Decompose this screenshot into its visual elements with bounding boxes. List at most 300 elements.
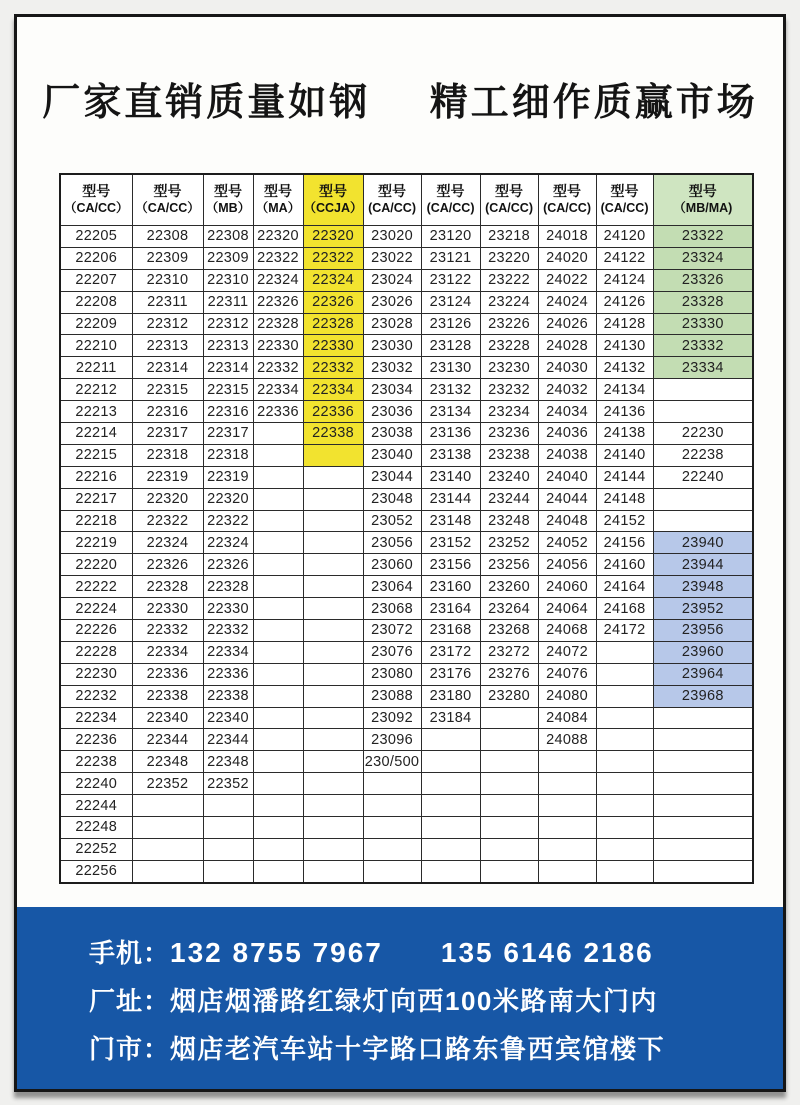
model-cell: 23260 <box>480 576 538 598</box>
model-cell: 22214 <box>60 423 132 445</box>
shop-label: 门市： <box>89 1034 171 1064</box>
table-row <box>60 685 753 707</box>
model-cell <box>363 860 421 882</box>
model-cell: 22320 <box>203 488 253 510</box>
model-cell: 22211 <box>60 357 132 379</box>
model-cell: 22311 <box>203 291 253 313</box>
model-table <box>59 173 754 884</box>
model-cell <box>303 860 363 882</box>
model-cell: 23140 <box>421 466 480 488</box>
model-cell: 23130 <box>421 357 480 379</box>
model-cell: 24128 <box>596 313 653 335</box>
table-row <box>60 795 753 817</box>
model-cell: 22208 <box>60 291 132 313</box>
model-cell: 24028 <box>538 335 596 357</box>
model-cell <box>596 685 653 707</box>
model-cell: 24138 <box>596 423 653 445</box>
model-cell <box>653 838 753 860</box>
model-cell: 24152 <box>596 510 653 532</box>
model-cell: 22336 <box>132 663 203 685</box>
model-cell <box>596 641 653 663</box>
model-cell <box>421 795 480 817</box>
model-cell: 22319 <box>203 466 253 488</box>
model-cell <box>480 773 538 795</box>
model-cell: 24034 <box>538 401 596 423</box>
model-cell <box>253 685 303 707</box>
model-cell: 24064 <box>538 598 596 620</box>
model-cell: 230/500 <box>363 751 421 773</box>
table-row <box>60 751 753 773</box>
table-row <box>60 335 753 357</box>
model-cell <box>480 729 538 751</box>
contact-footer <box>17 907 783 1089</box>
model-cell: 22308 <box>132 226 203 248</box>
model-cell: 22322 <box>253 247 303 269</box>
model-cell <box>653 773 753 795</box>
model-cell: 23334 <box>653 357 753 379</box>
table-body <box>60 226 753 883</box>
model-cell <box>132 817 203 839</box>
model-cell <box>303 663 363 685</box>
model-cell: 22309 <box>132 247 203 269</box>
model-cell: 24060 <box>538 576 596 598</box>
model-cell: 23240 <box>480 466 538 488</box>
column-header: 型号 （CA/CC） <box>132 174 203 226</box>
model-cell <box>253 466 303 488</box>
model-cell <box>303 838 363 860</box>
phone-number-2: 135 6146 2186 <box>440 937 654 968</box>
model-cell: 23160 <box>421 576 480 598</box>
model-cell: 23048 <box>363 488 421 510</box>
model-cell: 23180 <box>421 685 480 707</box>
model-cell: 22234 <box>60 707 132 729</box>
model-cell: 24076 <box>538 663 596 685</box>
model-cell: 22326 <box>203 554 253 576</box>
model-cell: 22334 <box>253 379 303 401</box>
model-cell <box>363 817 421 839</box>
model-cell <box>303 532 363 554</box>
model-cell: 23224 <box>480 291 538 313</box>
model-cell <box>303 510 363 532</box>
model-cell <box>653 379 753 401</box>
model-cell <box>253 795 303 817</box>
model-cell: 24168 <box>596 598 653 620</box>
model-cell: 23121 <box>421 247 480 269</box>
shop-address-row <box>89 1029 783 1066</box>
model-cell: 22314 <box>203 357 253 379</box>
column-header: 型号 （MA） <box>253 174 303 226</box>
column-header: 型号 （CCJA） <box>303 174 363 226</box>
model-cell: 23330 <box>653 313 753 335</box>
model-cell: 22330 <box>203 598 253 620</box>
model-cell <box>363 838 421 860</box>
table-row <box>60 773 753 795</box>
model-cell: 23156 <box>421 554 480 576</box>
model-cell: 22326 <box>253 291 303 313</box>
model-cell: 24044 <box>538 488 596 510</box>
model-cell <box>480 751 538 773</box>
model-cell: 22334 <box>132 641 203 663</box>
column-header: 型号 (CA/CC) <box>538 174 596 226</box>
model-cell: 22218 <box>60 510 132 532</box>
column-header: 型号 (CA/CC) <box>596 174 653 226</box>
model-cell <box>596 773 653 795</box>
table-row <box>60 510 753 532</box>
model-cell: 23964 <box>653 663 753 685</box>
column-header: 型号 （MB） <box>203 174 253 226</box>
model-cell <box>303 817 363 839</box>
page-title <box>17 71 783 126</box>
model-cell: 22309 <box>203 247 253 269</box>
model-cell: 23076 <box>363 641 421 663</box>
model-cell: 22316 <box>203 401 253 423</box>
table-row <box>60 423 753 445</box>
model-cell: 23024 <box>363 269 421 291</box>
model-cell: 23036 <box>363 401 421 423</box>
model-cell: 24052 <box>538 532 596 554</box>
model-cell: 23220 <box>480 247 538 269</box>
table-row <box>60 313 753 335</box>
model-cell: 22205 <box>60 226 132 248</box>
flyer-page <box>14 14 786 1092</box>
model-cell <box>538 860 596 882</box>
model-cell <box>596 751 653 773</box>
model-cell: 23072 <box>363 620 421 642</box>
factory-address: 烟店烟潘路红绿灯向西100米路南大门内 <box>170 986 658 1016</box>
model-cell: 22344 <box>132 729 203 751</box>
model-cell: 23238 <box>480 444 538 466</box>
column-header: 型号 （CA/CC） <box>60 174 132 226</box>
model-cell: 24026 <box>538 313 596 335</box>
table-row <box>60 576 753 598</box>
model-cell <box>653 510 753 532</box>
model-cell: 23268 <box>480 620 538 642</box>
model-cell: 23068 <box>363 598 421 620</box>
model-cell: 22320 <box>132 488 203 510</box>
model-cell: 23032 <box>363 357 421 379</box>
model-cell: 23144 <box>421 488 480 510</box>
model-cell: 24048 <box>538 510 596 532</box>
model-cell: 22330 <box>303 335 363 357</box>
model-cell: 23044 <box>363 466 421 488</box>
model-cell: 23040 <box>363 444 421 466</box>
model-cell: 24140 <box>596 444 653 466</box>
model-cell: 22220 <box>60 554 132 576</box>
model-cell <box>303 554 363 576</box>
model-cell: 24124 <box>596 269 653 291</box>
model-cell: 22240 <box>60 773 132 795</box>
table-row <box>60 641 753 663</box>
model-cell: 24164 <box>596 576 653 598</box>
model-cell: 22326 <box>303 291 363 313</box>
model-cell <box>596 795 653 817</box>
model-cell: 24018 <box>538 226 596 248</box>
model-cell <box>303 773 363 795</box>
model-cell <box>421 838 480 860</box>
model-cell: 22334 <box>303 379 363 401</box>
model-cell <box>303 488 363 510</box>
model-cell <box>596 729 653 751</box>
model-cell: 23060 <box>363 554 421 576</box>
model-cell: 24032 <box>538 379 596 401</box>
model-cell <box>253 707 303 729</box>
model-cell: 24068 <box>538 620 596 642</box>
model-cell: 24036 <box>538 423 596 445</box>
model-cell <box>203 795 253 817</box>
model-cell <box>653 707 753 729</box>
model-cell: 24172 <box>596 620 653 642</box>
model-cell: 22328 <box>203 576 253 598</box>
column-header: 型号 (CA/CC) <box>363 174 421 226</box>
model-cell: 22344 <box>203 729 253 751</box>
model-cell: 23088 <box>363 685 421 707</box>
model-cell: 22314 <box>132 357 203 379</box>
model-cell: 22320 <box>253 226 303 248</box>
model-cell: 24040 <box>538 466 596 488</box>
model-cell: 23184 <box>421 707 480 729</box>
shop-address: 烟店老汽车站十字路口路东鲁西宾馆楼下 <box>170 1034 666 1064</box>
model-cell: 24160 <box>596 554 653 576</box>
model-cell <box>303 620 363 642</box>
model-cell: 23276 <box>480 663 538 685</box>
model-cell: 22317 <box>132 423 203 445</box>
model-cell: 23164 <box>421 598 480 620</box>
model-cell: 22310 <box>203 269 253 291</box>
model-cell: 24148 <box>596 488 653 510</box>
model-cell: 22230 <box>60 663 132 685</box>
model-cell: 22338 <box>203 685 253 707</box>
model-cell: 22336 <box>303 401 363 423</box>
model-cell: 22324 <box>303 269 363 291</box>
model-cell <box>253 817 303 839</box>
table-row <box>60 663 753 685</box>
model-cell: 22238 <box>60 751 132 773</box>
model-cell: 22330 <box>132 598 203 620</box>
model-cell <box>253 444 303 466</box>
model-cell: 23096 <box>363 729 421 751</box>
model-cell: 22348 <box>203 751 253 773</box>
model-cell: 22326 <box>132 554 203 576</box>
model-cell: 22315 <box>203 379 253 401</box>
model-cell: 24130 <box>596 335 653 357</box>
model-cell: 22213 <box>60 401 132 423</box>
model-cell: 23080 <box>363 663 421 685</box>
model-cell: 22217 <box>60 488 132 510</box>
model-cell: 23244 <box>480 488 538 510</box>
title-right: 精工细作质赢市场 <box>429 82 758 124</box>
column-header: 型号 （MB/MA) <box>653 174 753 226</box>
model-cell <box>253 598 303 620</box>
model-cell: 23322 <box>653 226 753 248</box>
model-cell <box>303 598 363 620</box>
model-cell: 22256 <box>60 860 132 882</box>
model-cell: 22320 <box>303 226 363 248</box>
table-header <box>60 174 753 226</box>
column-header: 型号 (CA/CC) <box>421 174 480 226</box>
model-cell: 24134 <box>596 379 653 401</box>
model-cell: 23030 <box>363 335 421 357</box>
model-cell <box>596 860 653 882</box>
model-cell: 22318 <box>132 444 203 466</box>
table-row <box>60 598 753 620</box>
model-cell: 23960 <box>653 641 753 663</box>
model-cell: 22319 <box>132 466 203 488</box>
model-cell <box>480 838 538 860</box>
model-cell: 22318 <box>203 444 253 466</box>
model-cell: 23128 <box>421 335 480 357</box>
model-cell: 24024 <box>538 291 596 313</box>
table-row <box>60 620 753 642</box>
model-cell: 24038 <box>538 444 596 466</box>
model-cell: 23136 <box>421 423 480 445</box>
model-cell <box>421 817 480 839</box>
model-cell: 24132 <box>596 357 653 379</box>
model-cell <box>653 488 753 510</box>
model-cell <box>253 663 303 685</box>
model-cell <box>253 773 303 795</box>
model-cell <box>253 838 303 860</box>
model-cell: 23172 <box>421 641 480 663</box>
model-cell: 23948 <box>653 576 753 598</box>
model-cell: 22312 <box>132 313 203 335</box>
model-cell: 23280 <box>480 685 538 707</box>
model-cell <box>538 817 596 839</box>
title-left: 厂家直销质量如钢 <box>42 82 371 124</box>
table-row <box>60 838 753 860</box>
model-cell <box>653 729 753 751</box>
model-cell: 22226 <box>60 620 132 642</box>
model-cell <box>421 729 480 751</box>
model-cell: 23332 <box>653 335 753 357</box>
model-cell: 23944 <box>653 554 753 576</box>
model-cell: 24156 <box>596 532 653 554</box>
model-cell: 22313 <box>132 335 203 357</box>
model-cell <box>132 838 203 860</box>
model-cell: 22322 <box>132 510 203 532</box>
model-cell <box>253 488 303 510</box>
model-cell: 22332 <box>132 620 203 642</box>
table-row <box>60 401 753 423</box>
model-cell <box>253 641 303 663</box>
model-cell <box>596 817 653 839</box>
model-cell: 22336 <box>253 401 303 423</box>
table-row <box>60 532 753 554</box>
model-cell <box>253 423 303 445</box>
model-cell: 24120 <box>596 226 653 248</box>
model-cell: 24084 <box>538 707 596 729</box>
model-cell <box>538 773 596 795</box>
model-cell <box>303 641 363 663</box>
model-cell: 23038 <box>363 423 421 445</box>
phone-row <box>89 933 783 970</box>
model-cell: 22238 <box>653 444 753 466</box>
model-cell <box>303 729 363 751</box>
model-cell <box>253 729 303 751</box>
model-cell: 22236 <box>60 729 132 751</box>
model-cell: 22328 <box>253 313 303 335</box>
model-cell: 22324 <box>132 532 203 554</box>
model-cell <box>303 466 363 488</box>
table-row <box>60 247 753 269</box>
model-cell: 22240 <box>653 466 753 488</box>
model-cell <box>538 838 596 860</box>
model-cell: 24080 <box>538 685 596 707</box>
model-cell: 22338 <box>132 685 203 707</box>
model-cell <box>653 817 753 839</box>
model-cell <box>596 663 653 685</box>
model-cell: 23272 <box>480 641 538 663</box>
model-cell <box>480 817 538 839</box>
model-cell <box>421 751 480 773</box>
model-cell <box>303 751 363 773</box>
model-cell: 23324 <box>653 247 753 269</box>
model-cell: 24126 <box>596 291 653 313</box>
model-cell: 22206 <box>60 247 132 269</box>
table-row <box>60 488 753 510</box>
model-cell: 22334 <box>203 641 253 663</box>
model-cell: 23232 <box>480 379 538 401</box>
table-row <box>60 379 753 401</box>
model-cell: 23218 <box>480 226 538 248</box>
model-cell: 22312 <box>203 313 253 335</box>
model-cell: 23168 <box>421 620 480 642</box>
model-cell: 23228 <box>480 335 538 357</box>
model-cell: 23134 <box>421 401 480 423</box>
model-cell: 23236 <box>480 423 538 445</box>
model-cell: 22315 <box>132 379 203 401</box>
model-cell: 22340 <box>132 707 203 729</box>
model-cell: 24088 <box>538 729 596 751</box>
model-cell: 23252 <box>480 532 538 554</box>
model-cell: 24122 <box>596 247 653 269</box>
model-cell: 22336 <box>203 663 253 685</box>
model-cell: 23148 <box>421 510 480 532</box>
column-header: 型号 (CA/CC) <box>480 174 538 226</box>
model-cell <box>596 838 653 860</box>
model-cell: 22313 <box>203 335 253 357</box>
model-cell: 22308 <box>203 226 253 248</box>
model-cell: 23056 <box>363 532 421 554</box>
model-cell <box>303 795 363 817</box>
model-cell: 23328 <box>653 291 753 313</box>
model-cell: 23026 <box>363 291 421 313</box>
model-cell: 24020 <box>538 247 596 269</box>
model-cell: 22222 <box>60 576 132 598</box>
model-cell: 22311 <box>132 291 203 313</box>
model-cell: 22230 <box>653 423 753 445</box>
model-cell <box>538 751 596 773</box>
model-cell <box>132 860 203 882</box>
model-cell: 23092 <box>363 707 421 729</box>
model-cell: 23234 <box>480 401 538 423</box>
table-row <box>60 357 753 379</box>
model-cell <box>653 401 753 423</box>
model-cell: 22228 <box>60 641 132 663</box>
table-row <box>60 444 753 466</box>
model-cell <box>253 554 303 576</box>
factory-label: 厂址： <box>89 986 171 1016</box>
phone-number-1: 132 8755 7967 <box>170 937 383 968</box>
table-row <box>60 466 753 488</box>
model-cell: 23230 <box>480 357 538 379</box>
model-cell: 22215 <box>60 444 132 466</box>
model-cell <box>253 510 303 532</box>
model-cell: 22219 <box>60 532 132 554</box>
model-cell: 23052 <box>363 510 421 532</box>
model-cell: 23264 <box>480 598 538 620</box>
model-cell <box>253 620 303 642</box>
model-cell: 23226 <box>480 313 538 335</box>
